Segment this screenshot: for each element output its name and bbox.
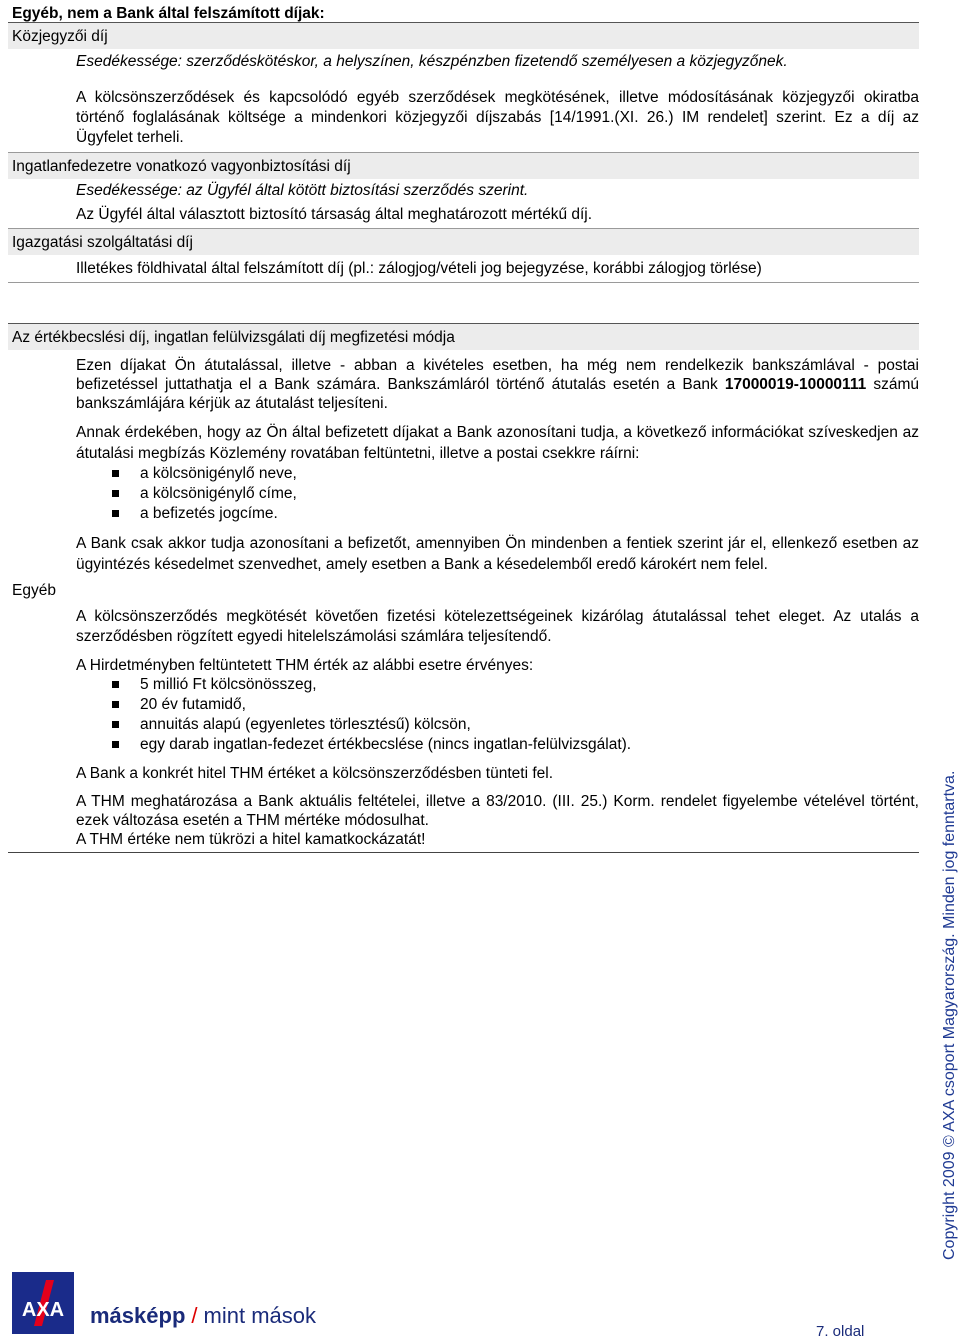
axa-logo <box>12 1272 74 1334</box>
row-head-igazgatasi: Igazgatási szolgáltatási díj <box>8 228 919 255</box>
list-item: a kölcsönigénylő címe, <box>140 484 919 504</box>
list-item: a befizetés jogcíme. <box>140 504 919 524</box>
kozjegyzoi-due: Esedékessége: szerződéskötéskor, a helyszínen, készpénzben fizetendő személyesen a közjegyzőnek. <box>76 53 788 70</box>
row-head-biztositasi: Ingatlanfedezetre vonatkozó vagyonbiztosítási díj <box>8 152 919 179</box>
thm-risk-note: A THM értéke nem tükrözi a hitel kamatkockázatát! <box>76 831 426 848</box>
svg-text:AXA: AXA <box>21 1299 65 1321</box>
slogan-bold: másképp <box>90 1303 186 1328</box>
section-title: Egyéb, nem a Bank által felszámított díjak: <box>12 5 325 22</box>
biztositasi-desc: Az Ügyfél által választott biztosító társaság által meghatározott mértékű díj. <box>76 206 593 223</box>
thm-conditions-list <box>76 675 919 755</box>
info-list <box>76 464 919 524</box>
egyeb-label: Egyéb <box>12 582 56 599</box>
info-paragraph: Annak érdekében, hogy az Ön által befizetett díjakat a Bank azonosítani tudja, a következő információkat szíveskedjen az átutalási megbízás Közlemény rovatában feltüntetni, illetve a postai csekkre ráírni: <box>76 424 919 462</box>
payment-paragraph <box>76 356 919 413</box>
side-copyright: Copyright 2009 © AXA csoport Magyarország. Minden jog fenntartva. <box>941 770 958 1260</box>
list-item: a kölcsönigénylő neve, <box>140 464 919 484</box>
row-head-ertekbecslesi: Az értékbecslési díj, ingatlan felülvizsgálati díj megfizetési módja <box>8 323 919 350</box>
thm-contract-note: A Bank a konkrét hitel THM értéket a kölcsönszerződésben tünteti fel. <box>76 765 554 782</box>
document-page <box>8 0 919 853</box>
payment-text-a: Ezen díjakat Ön átutalással, illetve - abban a kivételes esetben, ha még nem rendelkezik bankszámlával - postai befizetéssel juttathatja el a Bank számára. Bankszámláról történő átutalás esetén a Bank <box>76 357 919 393</box>
row-head-kozjegyzoi: Közjegyzői díj <box>8 22 919 49</box>
page-number: 7. oldal <box>816 1323 865 1340</box>
payment-text-b: számú bankszámlájára kérjük az átutalást teljesíteni. <box>76 376 919 412</box>
thm-intro: A Hirdetményben feltüntetett THM érték az alábbi esetre érvényes: <box>76 657 534 674</box>
thm-definition: A THM meghatározása a Bank aktuális feltételei, illetve a 83/2010. (III. 25.) Korm. rendelet figyelembe vételével történt, ezek változása esetén a THM mértéke módosulhat. <box>76 793 919 829</box>
igazgatasi-desc: Illetékes földhivatal által felszámított díj (pl.: zálogjog/vételi jog bejegyzése, korábbi zálogjog törlése) <box>76 260 762 277</box>
transfer-paragraph: A kölcsönszerződés megkötését követően fizetési kötelezettségeinek kizárólag átutalással tehet eleget. Az utalás a szerződésben rögzített egyedi hitelelszámolási számlára teljesítendő. <box>76 608 919 645</box>
list-item: annuitás alapú (egyenletes törlesztésű) kölcsön, <box>140 715 919 735</box>
footer <box>8 1270 958 1339</box>
slogan-rest: mint mások <box>203 1303 316 1328</box>
list-item: 5 millió Ft kölcsönösszeg, <box>140 675 919 695</box>
list-item: 20 év futamidő, <box>140 695 919 715</box>
divider <box>8 852 919 853</box>
list-item: egy darab ingatlan-fedezet értékbecslése (nincs ingatlan-felülvizsgálat). <box>140 735 919 755</box>
slogan <box>90 1303 316 1328</box>
identification-paragraph: A Bank csak akkor tudja azonosítani a befizetőt, amennyiben Ön mindenben a fentiek szerint jár el, ellenkező esetben az ügyintézés késedelmet szenvedhet, amely esetben a Bank a késedelemből eredő károkért nem felel. <box>76 535 919 573</box>
kozjegyzoi-desc: A kölcsönszerződések és kapcsolódó egyéb szerződések megkötésének, illetve módosításának közjegyzői okiratba történő foglalásának költsége a mindenkori közjegyzői díjszabás [14/1991.(XI. 26.) IM rendelet] szerint. Ez a díj az Ügyfelet terheli. <box>76 89 919 146</box>
biztositasi-due: Esedékessége: az Ügyfél által kötött biztosítási szerződés szerint. <box>76 182 529 199</box>
bank-account-number: 17000019-10000111 <box>724 376 867 393</box>
slogan-separator: / <box>191 1303 198 1328</box>
